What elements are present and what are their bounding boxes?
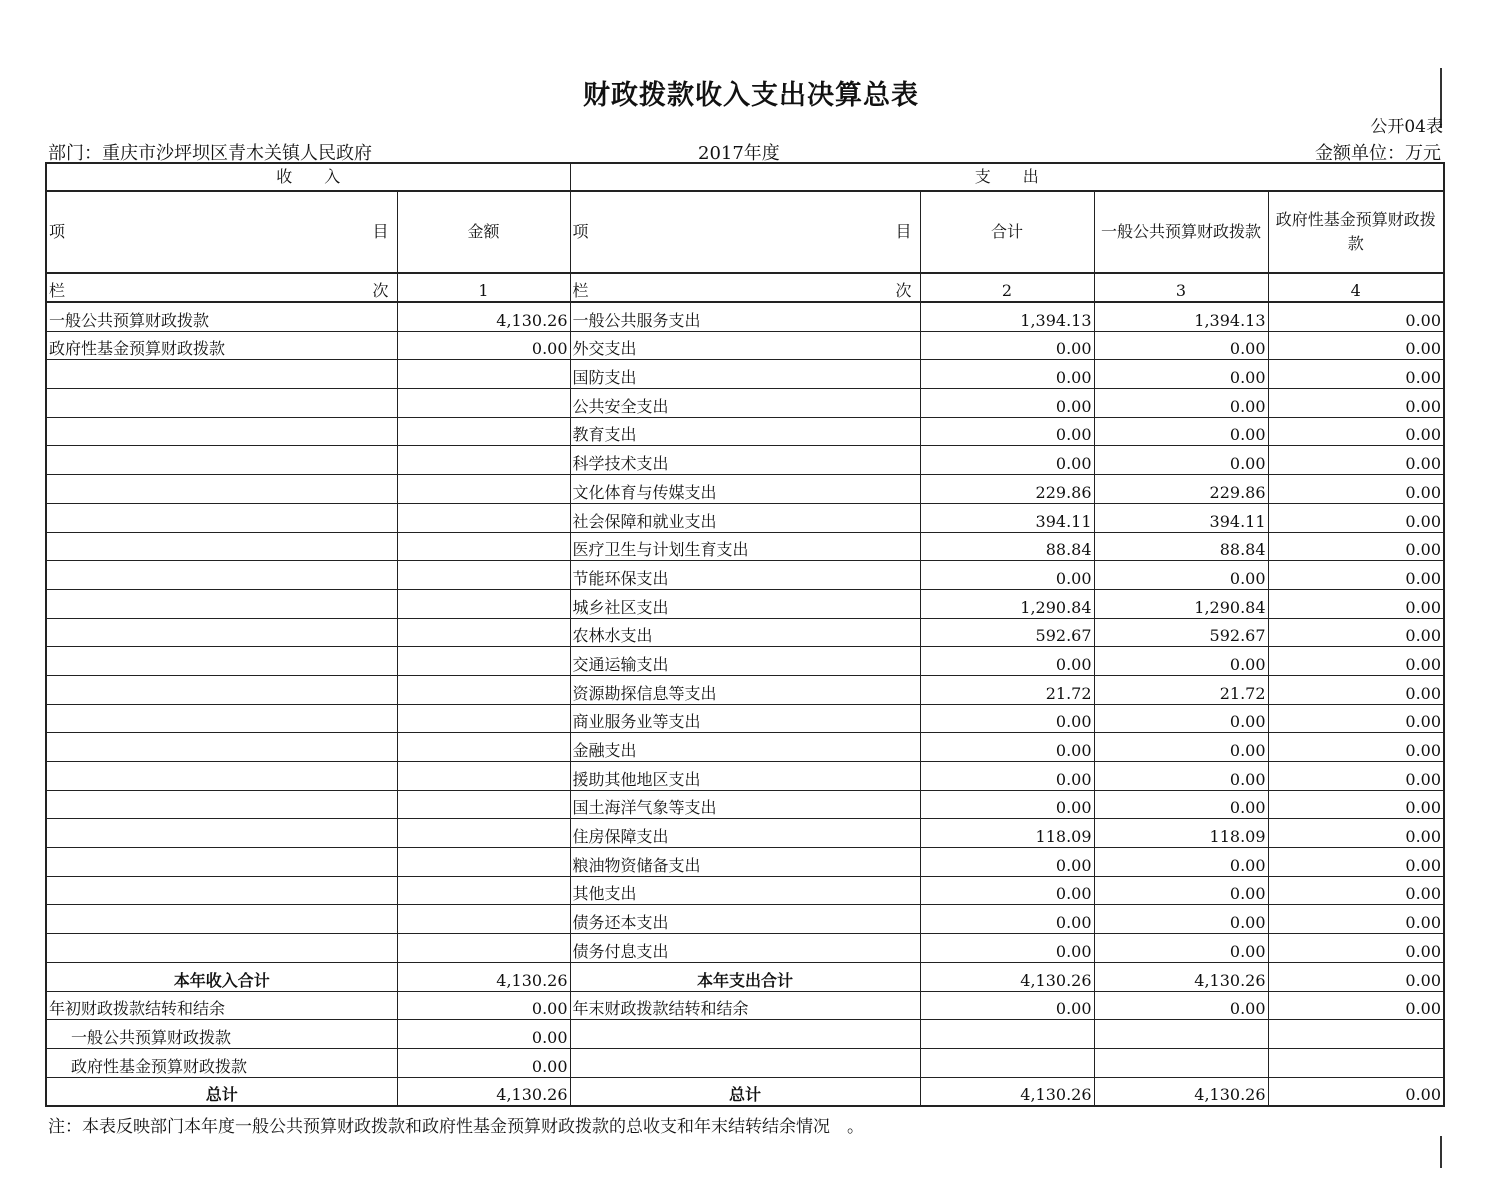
income-item [46,360,397,389]
expense-total: 0.00 [920,934,1094,963]
expense-gov-fund: 0.00 [1268,819,1444,848]
expense-gov-fund: 0.00 [1268,618,1444,647]
expense-gov-fund: 0.00 [1268,302,1444,331]
income-item-header [46,191,397,273]
income-col-index [46,273,397,302]
carryover-expense-item [570,1048,920,1077]
carryover-expense-total [920,1020,1094,1049]
expense-total: 118.09 [920,819,1094,848]
income-item [46,446,397,475]
expense-general-budget: 394.11 [1094,503,1268,532]
table-row [46,876,1444,905]
income-amount [397,934,570,963]
expense-general-budget: 0.00 [1094,446,1268,475]
column-index-row [46,273,1444,302]
income-item [46,704,397,733]
expense-item: 一般公共服务支出 [570,302,920,331]
expense-item: 粮油物资储备支出 [570,848,920,877]
expense-item: 城乡社区支出 [570,589,920,618]
table-row [46,446,1444,475]
carryover-expense-item: 年末财政拨款结转和结余 [570,991,920,1020]
expense-item: 资源勘探信息等支出 [570,675,920,704]
fiscal-table [45,162,1445,1107]
income-amount [397,503,570,532]
income-amount [397,675,570,704]
expense-total: 0.00 [920,647,1094,676]
item-header-right: 目 [372,222,389,241]
expense-total: 21.72 [920,675,1094,704]
year-expense-total-label: 本年支出合计 [570,962,920,991]
expense-gov-fund: 0.00 [1268,848,1444,877]
column-header-row [46,191,1444,273]
expense-gov-fund: 0.00 [1268,503,1444,532]
income-amount [397,876,570,905]
expense-item: 外交支出 [570,331,920,360]
expense-total: 0.00 [920,876,1094,905]
income-item [46,934,397,963]
expense-col-index [570,273,920,302]
expense-item: 金融支出 [570,733,920,762]
table-row [46,360,1444,389]
amount-unit: 金额单位：万元 [1315,143,1441,164]
expense-general-budget: 0.00 [1094,561,1268,590]
income-item [46,733,397,762]
expense-general-budget: 0.00 [1094,762,1268,791]
table-row [46,819,1444,848]
table-row [46,790,1444,819]
general-budget-header: 一般公共预算财政拨款 [1094,191,1268,273]
expense-item: 节能环保支出 [570,561,920,590]
col-index-right: 次 [895,281,912,300]
expense-gov-fund: 0.00 [1268,561,1444,590]
expense-gov-fund: 0.00 [1268,675,1444,704]
expense-general-budget: 1,394.13 [1094,302,1268,331]
income-amount [397,905,570,934]
income-item [46,618,397,647]
expense-item: 教育支出 [570,417,920,446]
income-item [46,475,397,504]
year-income-total-amount: 4,130.26 [397,962,570,991]
carryover-row [46,1048,1444,1077]
income-amount [397,446,570,475]
expense-general-budget: 0.00 [1094,790,1268,819]
expense-header: 支 出 [570,163,1444,191]
department-label: 部门：重庆市沙坪坝区青木关镇人民政府 [48,143,372,164]
income-amount [397,790,570,819]
carryover-expense-total: 0.00 [920,991,1094,1020]
expense-total: 592.67 [920,618,1094,647]
expense-general-budget: 1,290.84 [1094,589,1268,618]
table-row [46,331,1444,360]
table-row [46,733,1444,762]
year-expense-total: 4,130.26 [920,962,1094,991]
income-amount [397,704,570,733]
table-row [46,647,1444,676]
income-amount [397,475,570,504]
carryover-income-item: 一般公共预算财政拨款 [46,1020,397,1049]
income-item [46,790,397,819]
grand-total-row [46,1077,1444,1106]
expense-item: 医疗卫生与计划生育支出 [570,532,920,561]
expense-general-budget: 592.67 [1094,618,1268,647]
income-item [46,675,397,704]
income-item [46,876,397,905]
col-index-1: 1 [397,273,570,302]
expense-gov-fund: 0.00 [1268,762,1444,791]
expense-total: 0.00 [920,790,1094,819]
income-item [46,417,397,446]
table-row [46,532,1444,561]
income-amount [397,561,570,590]
income-item [46,819,397,848]
grand-expense-total: 4,130.26 [920,1077,1094,1106]
table-row [46,417,1444,446]
carryover-income-amount: 0.00 [397,1048,570,1077]
expense-general-budget: 0.00 [1094,905,1268,934]
expense-total: 1,394.13 [920,302,1094,331]
col-index-2: 2 [920,273,1094,302]
col-index-left: 栏 [572,281,589,300]
carryover-expense-general-budget [1094,1020,1268,1049]
carryover-income-item: 政府性基金预算财政拨款 [46,1048,397,1077]
income-header: 收 入 [46,163,570,191]
item-header-left: 项 [49,222,66,241]
expense-total: 0.00 [920,762,1094,791]
income-item [46,848,397,877]
income-amount [397,762,570,791]
expense-item: 农林水支出 [570,618,920,647]
year-expense-gov-fund: 0.00 [1268,962,1444,991]
table-row [46,475,1444,504]
expense-total: 0.00 [920,331,1094,360]
expense-general-budget: 0.00 [1094,647,1268,676]
page-edge-line-bottom [1440,1136,1442,1168]
expense-gov-fund: 0.00 [1268,704,1444,733]
carryover-expense-item [570,1020,920,1049]
col-index-3: 3 [1094,273,1268,302]
fiscal-year: 2017年度 [698,143,780,164]
expense-general-budget: 88.84 [1094,532,1268,561]
expense-general-budget: 0.00 [1094,704,1268,733]
expense-general-budget: 0.00 [1094,331,1268,360]
form-number: 公开04表 [1370,117,1443,137]
expense-total: 0.00 [920,848,1094,877]
expense-general-budget: 118.09 [1094,819,1268,848]
income-item [46,905,397,934]
expense-gov-fund: 0.00 [1268,589,1444,618]
grand-expense-gov-fund: 0.00 [1268,1077,1444,1106]
grand-expense-general-budget: 4,130.26 [1094,1077,1268,1106]
table-row [46,389,1444,418]
income-amount [397,618,570,647]
expense-item: 文化体育与传媒支出 [570,475,920,504]
carryover-row [46,991,1444,1020]
expense-item-header [570,191,920,273]
expense-gov-fund: 0.00 [1268,389,1444,418]
expense-item: 债务还本支出 [570,905,920,934]
expense-general-budget: 0.00 [1094,848,1268,877]
expense-item: 国土海洋气象等支出 [570,790,920,819]
expense-item: 科学技术支出 [570,446,920,475]
expense-total: 0.00 [920,446,1094,475]
expense-item: 社会保障和就业支出 [570,503,920,532]
expense-general-budget: 0.00 [1094,876,1268,905]
expense-total: 0.00 [920,733,1094,762]
expense-general-budget: 0.00 [1094,389,1268,418]
table-row [46,762,1444,791]
table-row [46,561,1444,590]
expense-general-budget: 0.00 [1094,417,1268,446]
expense-gov-fund: 0.00 [1268,790,1444,819]
year-total-row [46,962,1444,991]
income-item [46,561,397,590]
col-index-left: 栏 [49,281,66,300]
income-item: 一般公共预算财政拨款 [46,302,397,331]
total-header: 合计 [920,191,1094,273]
expense-item: 其他支出 [570,876,920,905]
section-header-row [46,163,1444,191]
expense-general-budget: 229.86 [1094,475,1268,504]
col-index-4: 4 [1268,273,1444,302]
carryover-row [46,1020,1444,1049]
income-item: 政府性基金预算财政拨款 [46,331,397,360]
carryover-expense-total [920,1048,1094,1077]
carryover-income-item: 年初财政拨款结转和结余 [46,991,397,1020]
expense-total: 0.00 [920,389,1094,418]
expense-gov-fund: 0.00 [1268,905,1444,934]
year-income-total-label: 本年收入合计 [46,962,397,991]
expense-gov-fund: 0.00 [1268,934,1444,963]
expense-item: 国防支出 [570,360,920,389]
expense-general-budget: 0.00 [1094,733,1268,762]
expense-total: 394.11 [920,503,1094,532]
income-amount [397,819,570,848]
income-amount [397,589,570,618]
table-row [46,704,1444,733]
income-amount: 4,130.26 [397,302,570,331]
income-amount [397,532,570,561]
expense-total: 0.00 [920,360,1094,389]
gov-fund-header: 政府性基金预算财政拨款 [1268,191,1444,273]
expense-total: 229.86 [920,475,1094,504]
expense-general-budget: 0.00 [1094,360,1268,389]
income-amount [397,360,570,389]
income-item [46,589,397,618]
expense-item: 交通运输支出 [570,647,920,676]
income-item [46,503,397,532]
income-amount [397,733,570,762]
table-row [46,905,1444,934]
expense-total: 88.84 [920,532,1094,561]
expense-gov-fund: 0.00 [1268,360,1444,389]
table-note: 注：本表反映部门本年度一般公共预算财政拨款和政府性基金预算财政拨款的总收支和年末结转结余情况 。 [48,1117,864,1137]
income-item [46,647,397,676]
table-row [46,302,1444,331]
expense-item: 债务付息支出 [570,934,920,963]
income-item [46,532,397,561]
income-amount [397,848,570,877]
carryover-expense-general-budget: 0.00 [1094,991,1268,1020]
expense-item: 住房保障支出 [570,819,920,848]
expense-total: 1,290.84 [920,589,1094,618]
expense-gov-fund: 0.00 [1268,647,1444,676]
expense-item: 商业服务业等支出 [570,704,920,733]
expense-gov-fund: 0.00 [1268,532,1444,561]
item-header-left: 项 [572,222,589,241]
expense-total: 0.00 [920,561,1094,590]
expense-item: 公共安全支出 [570,389,920,418]
carryover-expense-gov-fund: 0.00 [1268,991,1444,1020]
table-row [46,934,1444,963]
table-row [46,503,1444,532]
grand-expense-total-label: 总计 [570,1077,920,1106]
amount-header: 金额 [397,191,570,273]
table-row [46,848,1444,877]
table-row [46,589,1444,618]
expense-total: 0.00 [920,417,1094,446]
carryover-expense-gov-fund [1268,1048,1444,1077]
expense-gov-fund: 0.00 [1268,446,1444,475]
income-item [46,389,397,418]
carryover-expense-general-budget [1094,1048,1268,1077]
carryover-income-amount: 0.00 [397,991,570,1020]
grand-income-total-label: 总计 [46,1077,397,1106]
carryover-expense-gov-fund [1268,1020,1444,1049]
expense-general-budget: 21.72 [1094,675,1268,704]
carryover-income-amount: 0.00 [397,1020,570,1049]
item-header-right: 目 [895,222,912,241]
expense-gov-fund: 0.00 [1268,331,1444,360]
expense-total: 0.00 [920,905,1094,934]
income-amount: 0.00 [397,331,570,360]
income-item [46,762,397,791]
year-expense-general-budget: 4,130.26 [1094,962,1268,991]
expense-gov-fund: 0.00 [1268,733,1444,762]
page-title: 财政拨款收入支出决算总表 [583,80,919,111]
expense-gov-fund: 0.00 [1268,876,1444,905]
income-amount [397,647,570,676]
meta-row [48,139,1441,163]
expense-item: 援助其他地区支出 [570,762,920,791]
expense-total: 0.00 [920,704,1094,733]
table-row [46,675,1444,704]
expense-general-budget: 0.00 [1094,934,1268,963]
table-row [46,618,1444,647]
grand-income-total-amount: 4,130.26 [397,1077,570,1106]
income-amount [397,417,570,446]
col-index-right: 次 [372,281,389,300]
expense-gov-fund: 0.00 [1268,417,1444,446]
income-amount [397,389,570,418]
expense-gov-fund: 0.00 [1268,475,1444,504]
